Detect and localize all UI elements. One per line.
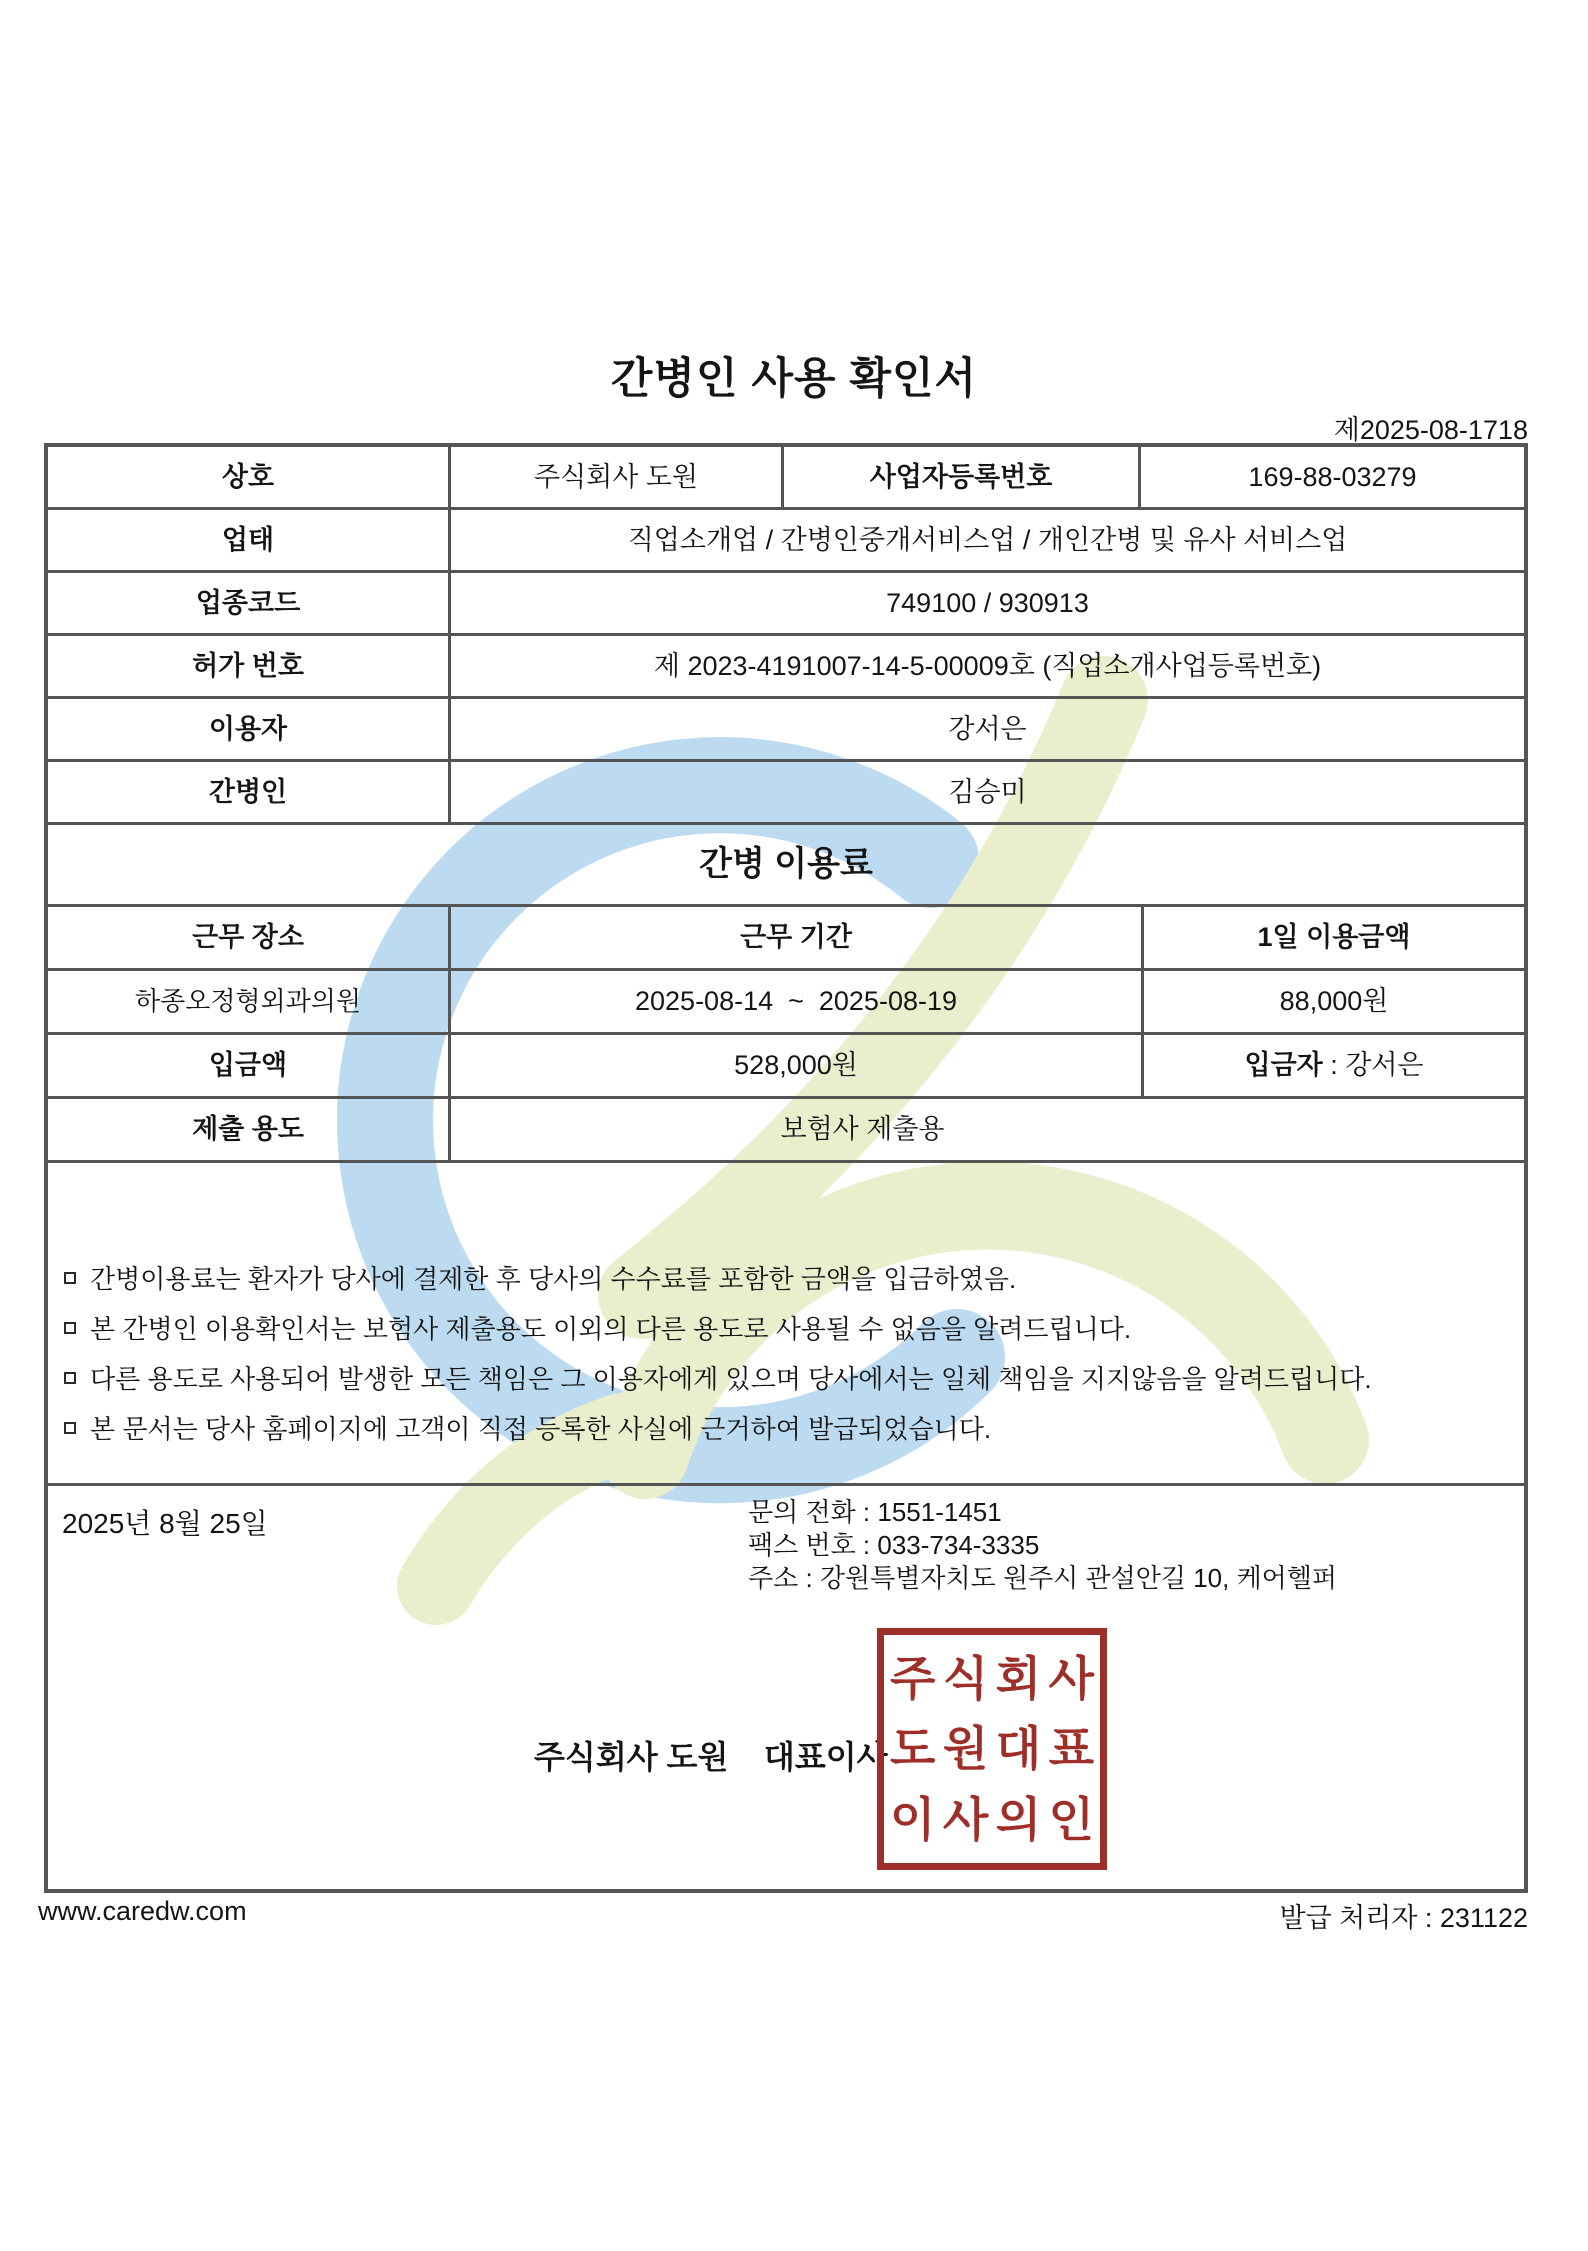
company-signature-text: 주식회사 도원 대표이사 <box>534 1739 888 1775</box>
biz-reg-label: 사업자등록번호 <box>781 447 1138 507</box>
corporate-seal-stamp <box>877 1628 1107 1870</box>
contact-info <box>748 1496 1337 1595</box>
purpose-value: 보험사 제출용 <box>448 1099 1524 1160</box>
note-item <box>64 1359 1504 1396</box>
license-value: 제 2023-4191007-14-5-00009호 (직업소개사업등록번호) <box>448 636 1524 696</box>
issue-date: 2025년 8월 25일 <box>62 1508 268 1539</box>
table-row-caregiver <box>48 759 1524 822</box>
website-url: www.caredw.com <box>38 1896 247 1926</box>
license-label: 허가 번호 <box>192 650 304 681</box>
notes-section <box>48 1163 1524 1483</box>
square-bullet-icon <box>64 1322 76 1334</box>
stamp-line: 이 사 의 인 <box>890 1793 1094 1847</box>
biz-type-label: 업태 <box>221 524 275 555</box>
company-label: 상호 <box>221 461 275 492</box>
period-label: 근무 기간 <box>448 907 1141 968</box>
depositor-cell <box>1141 1035 1524 1096</box>
document-number: 제2025-08-1718 <box>1333 415 1528 445</box>
user-label: 이용자 <box>208 713 288 744</box>
contact-phone: 문의 전화 : 1551-1451 <box>748 1497 1002 1527</box>
table-row-fee-header <box>48 904 1524 968</box>
document-title: 간병인 사용 확인서 <box>610 355 978 403</box>
table-row-user <box>48 696 1524 759</box>
stamp-line: 도 원 대 표 <box>890 1722 1094 1776</box>
note-text: 본 간병인 이용확인서는 보험사 제출용도 이외의 다른 용도로 사용될 수 없음을 알려드립니다. <box>90 1314 1132 1344</box>
industry-code-label: 업종코드 <box>195 587 301 618</box>
stamp-line: 주 식 회 사 <box>890 1651 1094 1705</box>
industry-code-value: 749100 / 930913 <box>448 573 1524 633</box>
note-item <box>64 1259 1504 1296</box>
square-bullet-icon <box>64 1422 76 1434</box>
period-value: 2025-08-14 ~ 2025-08-19 <box>448 971 1141 1032</box>
deposit-value: 528,000원 <box>448 1035 1141 1096</box>
company-value: 주식회사 도원 <box>448 447 781 507</box>
daily-fee-value: 88,000원 <box>1141 971 1524 1032</box>
square-bullet-icon <box>64 1272 76 1284</box>
caregiver-value: 김승미 <box>448 762 1524 822</box>
note-item <box>64 1309 1504 1346</box>
table-row-license <box>48 633 1524 696</box>
depositor-value: : 강서은 <box>1322 1050 1424 1081</box>
contact-address: 주소 : 강원특별자치도 원주시 관설안길 10, 케어헬퍼 <box>748 1563 1338 1593</box>
table-row-signature <box>48 1483 1524 1889</box>
table-row-deposit <box>48 1032 1524 1096</box>
purpose-label: 제출 용도 <box>192 1114 304 1145</box>
fee-section-heading: 간병 이용료 <box>699 845 873 884</box>
caregiver-label: 간병인 <box>208 776 288 807</box>
table-row-industry-code <box>48 570 1524 633</box>
square-bullet-icon <box>64 1372 76 1384</box>
info-table <box>44 443 1528 1893</box>
workplace-label: 근무 장소 <box>192 922 304 953</box>
depositor-label: 입금자 <box>1244 1050 1323 1081</box>
note-text: 간병이용료는 환자가 당사에 결제한 후 당사의 수수료를 포함한 금액을 입금하였음. <box>90 1264 1017 1294</box>
signature-section <box>48 1486 1524 1889</box>
table-row-company <box>48 447 1524 507</box>
table-row-fee-values <box>48 968 1524 1032</box>
issuer-id: 발급 처리자 : 231122 <box>1279 1903 1528 1933</box>
table-row-purpose <box>48 1096 1524 1160</box>
note-text: 본 문서는 당사 홈페이지에 고객이 직접 등록한 사실에 근거하여 발급되었습니다. <box>90 1414 992 1444</box>
note-text: 다른 용도로 사용되어 발생한 모든 책임은 그 이용자에게 있으며 당사에서는 일체 책임을 지지않음을 알려드립니다. <box>90 1364 1372 1394</box>
note-item <box>64 1409 1504 1446</box>
table-row-fee-heading <box>48 822 1524 904</box>
deposit-label: 입금액 <box>208 1050 288 1081</box>
biz-reg-value: 169-88-03279 <box>1138 447 1524 507</box>
contact-fax: 팩스 번호 : 033-734-3335 <box>748 1530 1040 1560</box>
table-row-notes <box>48 1160 1524 1483</box>
user-value: 강서은 <box>448 699 1524 759</box>
daily-fee-label: 1일 이용금액 <box>1141 907 1524 968</box>
table-row-biz-type <box>48 507 1524 570</box>
workplace-value: 하종오정형외과의원 <box>134 985 362 1016</box>
biz-type-value: 직업소개업 / 간병인중개서비스업 / 개인간병 및 유사 서비스업 <box>448 510 1524 570</box>
